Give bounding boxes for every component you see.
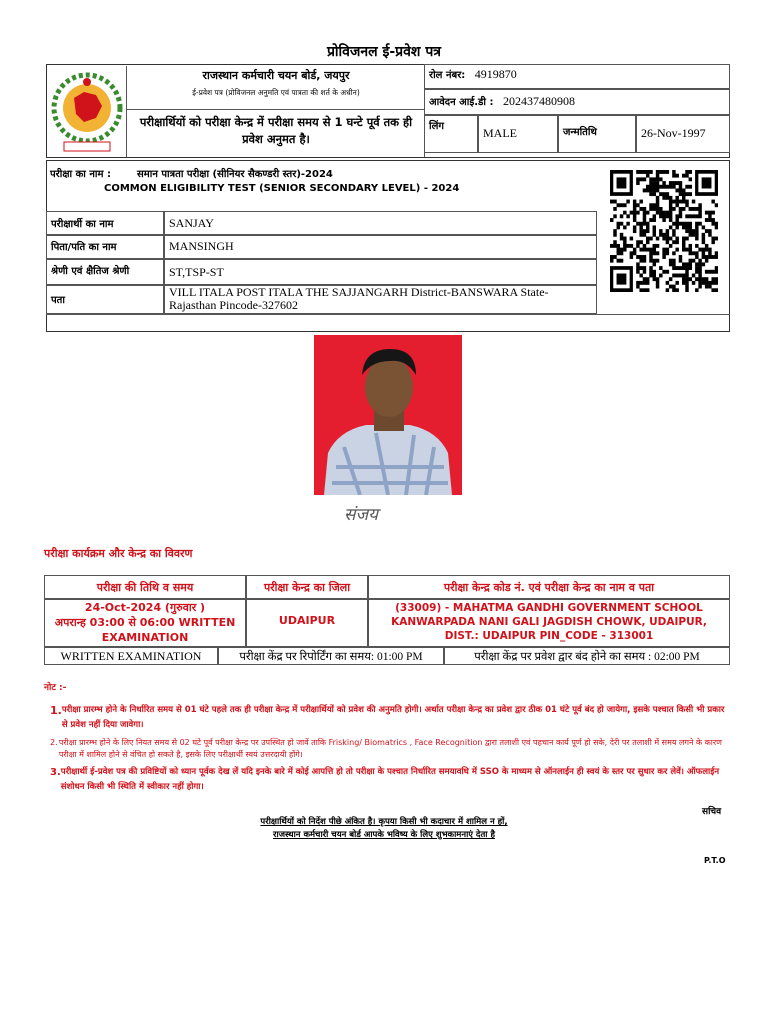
father-value: MANSINGH [169, 239, 234, 253]
category-value-cell [164, 259, 597, 285]
col2-header-text: परीक्षा केन्द्र का जिला [263, 581, 351, 594]
category-value: ST,TSP-ST [169, 265, 224, 279]
category-label: श्रेणी एवं क्षैतिज श्रेणी [51, 266, 130, 277]
reporting-time: परीक्षा केंद्र पर रिपोर्टिंग का समय: 01:00 PM [239, 651, 423, 663]
note-item-2 [50, 737, 730, 761]
note-text-3: परीक्षार्थी ई-प्रवेश पत्र की प्रविष्टियों को ध्यान पूर्वक देख लें यदि इनके बारे में कोई आपत्ति हो तो परीक्षा के पश्चात निर्धारित समयावधि में SSO के माध्यम से ऑनलाईन ही स्वयं के स्तर पर सुधार कर लेवें। ऑफलाईन संशोधन किसी भी स्थिति में स्वीकार नहीं होगा। [60, 767, 720, 792]
address-value: VILL ITALA POST ITALA THE SAJJANGARH District-BANSWARA State-Rajasthan Pincode-327602 [169, 285, 549, 312]
app-id-value: 202437480908 [502, 94, 575, 108]
candidate-photo [314, 335, 462, 495]
note-number-1: 1. [50, 704, 62, 717]
gender-value: MALE [483, 126, 517, 140]
father-label-cell [46, 235, 164, 259]
exam-date: 24-Oct-2024 (गुरुवार ) [84, 601, 206, 614]
org-divider [126, 66, 127, 157]
category-label-cell [46, 259, 164, 285]
exam-type-cell [44, 647, 218, 665]
address-label: पता [51, 295, 65, 306]
note-text-2: परीक्षा प्रारम्भ होने के लिए नियत समय से 02 घंटे पूर्व परीक्षा केन्द्र पर उपस्थित हो जावें ताकि Frisking/ Biomatrics , Face Recognition द्वारा तलाशी एवं पहचान कार्य पूर्ण हो सके, देरी पर तलाशी में समय लगने के कारण परीक्षा में शामिल होने से वंचित हो सकते है, इसके लिए परीक्षार्थी स्वयं उत्तरदायी होंगे। [58, 738, 722, 759]
gender-label-cell [424, 115, 478, 153]
candidate-signature: संजय [344, 505, 378, 524]
reporting-cell [218, 647, 444, 665]
roll-row [424, 64, 730, 89]
candidate-bottom-line [46, 314, 730, 315]
footer-line-2: राजस्थान कर्मचारी चयन बोर्ड आपके भविष्य के लिए शुभकामनाएं देता है [273, 830, 495, 840]
note-number-3: 3. [50, 767, 61, 778]
roll-label: रोल नंबर: [429, 70, 466, 81]
note-number-2: 2. [50, 738, 58, 747]
gate-close-cell [444, 647, 730, 665]
name-value: SANJAY [169, 216, 214, 230]
exam-district: UDAIPUR [278, 614, 336, 627]
name-label-cell [46, 211, 164, 235]
page-title: प्रोविजनल ई-प्रवेश पत्र [326, 44, 442, 60]
address-label-cell [46, 285, 164, 314]
rssb-logo [50, 68, 124, 154]
exam-center: (33009) - MAHATMA GANDHI GOVERNMENT SCHOOL KANWARPADA NANI GALI JAGDISH CHOWK, UDAIPUR, DIST.: UDAIPUR PIN_CODE - 313001 [391, 602, 707, 642]
dob-value: 26-Nov-1997 [641, 126, 706, 140]
app-id-row [424, 89, 730, 115]
org-name: राजस्थान कर्मचारी चयन बोर्ड, जयपुर [202, 69, 350, 82]
name-label: परीक्षार्थी का नाम [51, 219, 114, 230]
exam-name-english: COMMON ELIGIBILITY TEST (SENIOR SECONDARY LEVEL) - 2024 [104, 183, 460, 194]
footer-line-1: परीक्षार्थियों को निर्देश पीछे अंकित है। कृपया किसी भी कदाचार में शामिल न हों, [260, 817, 508, 827]
schedule-heading: परीक्षा कार्यक्रम और केन्द्र का विवरण [44, 547, 193, 560]
notes-heading: नोट :- [44, 683, 67, 693]
col1-header [44, 575, 246, 599]
center-cell [368, 599, 730, 647]
father-value-cell [164, 235, 597, 259]
father-label: पिता/पति का नाम [51, 242, 117, 253]
note-item-1 [50, 703, 730, 733]
gender-value-cell [478, 115, 558, 153]
exam-name-label: परीक्षा का नाम : [50, 169, 111, 180]
mid-line [126, 109, 424, 110]
note-item-3 [50, 765, 730, 795]
dob-value-cell [636, 115, 730, 153]
gate-close-time: परीक्षा केंद्र पर प्रवेश द्वार बंद होने का समय : 02:00 PM [474, 651, 700, 663]
dob-label-cell [558, 115, 636, 153]
secretary-label: सचिव [702, 807, 722, 817]
gender-label: लिंग [429, 121, 444, 132]
col1-header-text: परीक्षा की तिथि व समय [96, 581, 194, 594]
qr-code [610, 170, 718, 292]
note-text-1: परीक्षा प्रारम्भ होने के निर्धारित समय से 01 घंटे पहले तक ही परीक्षा केन्द्र में परीक्षार्थियों को प्रवेश की अनुमति होगी। अर्थात परीक्षा केन्द्र का प्रवेश द्वार ठीक 01 घंटे पूर्व बंद हो जायेगा, इसके पश्चात किसी भी प्रकार से प्रवेश नहीं दिया जावेगा। [61, 705, 725, 730]
col2-header [246, 575, 368, 599]
col3-header-text: परीक्षा केन्द्र कोड नं. एवं परीक्षा केन्द्र का नाम व पता [443, 581, 655, 594]
app-id-label: आवेदन आई.डी : [429, 97, 494, 108]
col3-header [368, 575, 730, 599]
date-cell [44, 599, 246, 647]
exam-time: अपरान्ह 03:00 से 06:00 WRITTEN EXAMINATION [54, 616, 236, 644]
name-value-cell [164, 211, 597, 235]
district-cell [246, 599, 368, 647]
exam-type: WRITTEN EXAMINATION [60, 649, 202, 663]
dob-label: जन्मतिथि [563, 127, 597, 138]
address-value-cell [164, 285, 597, 314]
entry-notice: परीक्षार्थियों को परीक्षा केन्द्र में परीक्षा समय से 1 घन्टे पूर्व तक ही प्रवेश अनुमत है। [139, 115, 413, 146]
exam-name-hindi: समान पात्रता परीक्षा (सीनियर सैकण्डरी स्तर)-2024 [137, 169, 333, 180]
pto-label: P.T.O [704, 856, 726, 865]
roll-value: 4919870 [474, 67, 517, 81]
org-subtitle: ई-प्रवेश पत्र (प्रोविजनल अनुमति एवं पात्रता की शर्त के अधीन) [192, 88, 360, 97]
